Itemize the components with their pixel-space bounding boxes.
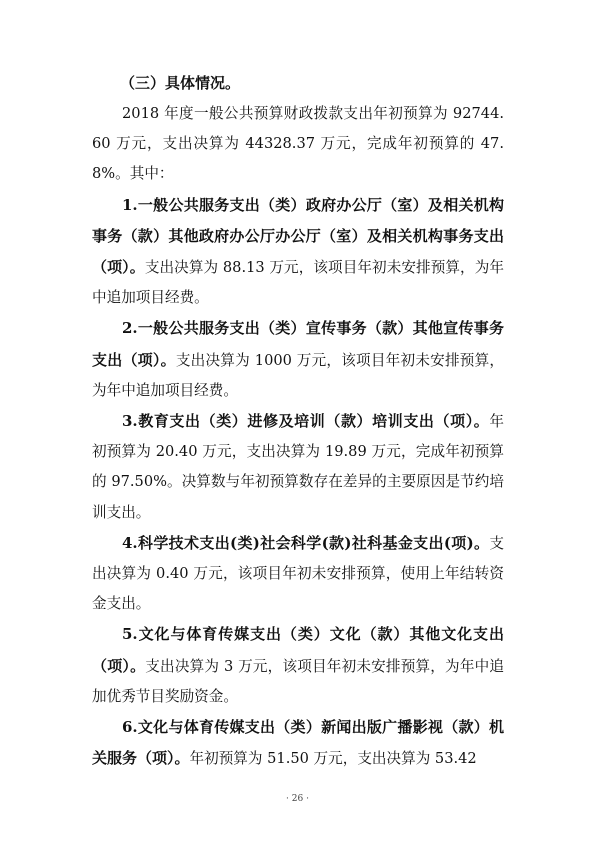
item-title-4: 4.科学技术支出(类)社会科学(款)社科基金支出(项)。 <box>122 533 490 552</box>
item-paragraph-4 <box>92 528 504 620</box>
item-paragraph-1 <box>92 190 504 314</box>
item-body-6: 年初预算为 51.50 万元，支出决算为 53.42 <box>189 750 477 768</box>
page-number: · 26 · <box>286 794 309 804</box>
item-body-5: 支出决算为 3 万元，该项目年初未安排预算，为年中追加优秀节目奖励资金。 <box>92 657 504 705</box>
item-body-3: 年初预算为 20.40 万元，支出决算为 19.89 万元，完成年初预算的 97.50%。决算数与年初预算数存在差异的主要原因是节约培训支出。 <box>92 413 504 521</box>
document-body <box>92 68 504 774</box>
intro-paragraph: 2018 年度一般公共预算财政拨款支出年初预算为 92744.60 万元，支出决算为 44328.37 万元，完成年初预算的 47.8%。其中： <box>92 105 504 183</box>
item-title-5: 5.文化与体育传媒支出（类）文化（款）其他文化支出（项）。 <box>92 625 504 675</box>
item-title-6: 6.文化与体育传媒支出（类）新闻出版广播影视（款）机关服务（项）。 <box>92 718 504 768</box>
item-paragraph-3 <box>92 406 504 528</box>
item-title-1: 1.一般公共服务支出（类）政府办公厅（室）及相关机构事务（款）其他政府办公厅办公厅（室）及相关机构事务支出（项）。 <box>92 195 504 277</box>
item-body-2: 支出决算为 1000 万元，该项目年初未安排预算，为年中追加项目经费。 <box>92 351 504 399</box>
item-paragraph-2 <box>92 313 504 406</box>
item-title-2: 2.一般公共服务支出（类）宣传事务（款）其他宣传事务支出（项）。 <box>92 319 504 369</box>
item-body-1: 支出决算为 88.13 万元，该项目年初未安排预算，为年中追加项目经费。 <box>92 259 504 307</box>
item-paragraph-6 <box>92 712 504 774</box>
item-body-4: 支出决算为 0.40 万元，该项目年初未安排预算，使用上年结转资金支出。 <box>92 534 504 613</box>
item-paragraph-5 <box>92 619 504 712</box>
section-heading: （三）具体情况。 <box>120 74 241 92</box>
item-title-3: 3.教育支出（类）进修及培训（款）培训支出（项）。 <box>122 412 490 431</box>
